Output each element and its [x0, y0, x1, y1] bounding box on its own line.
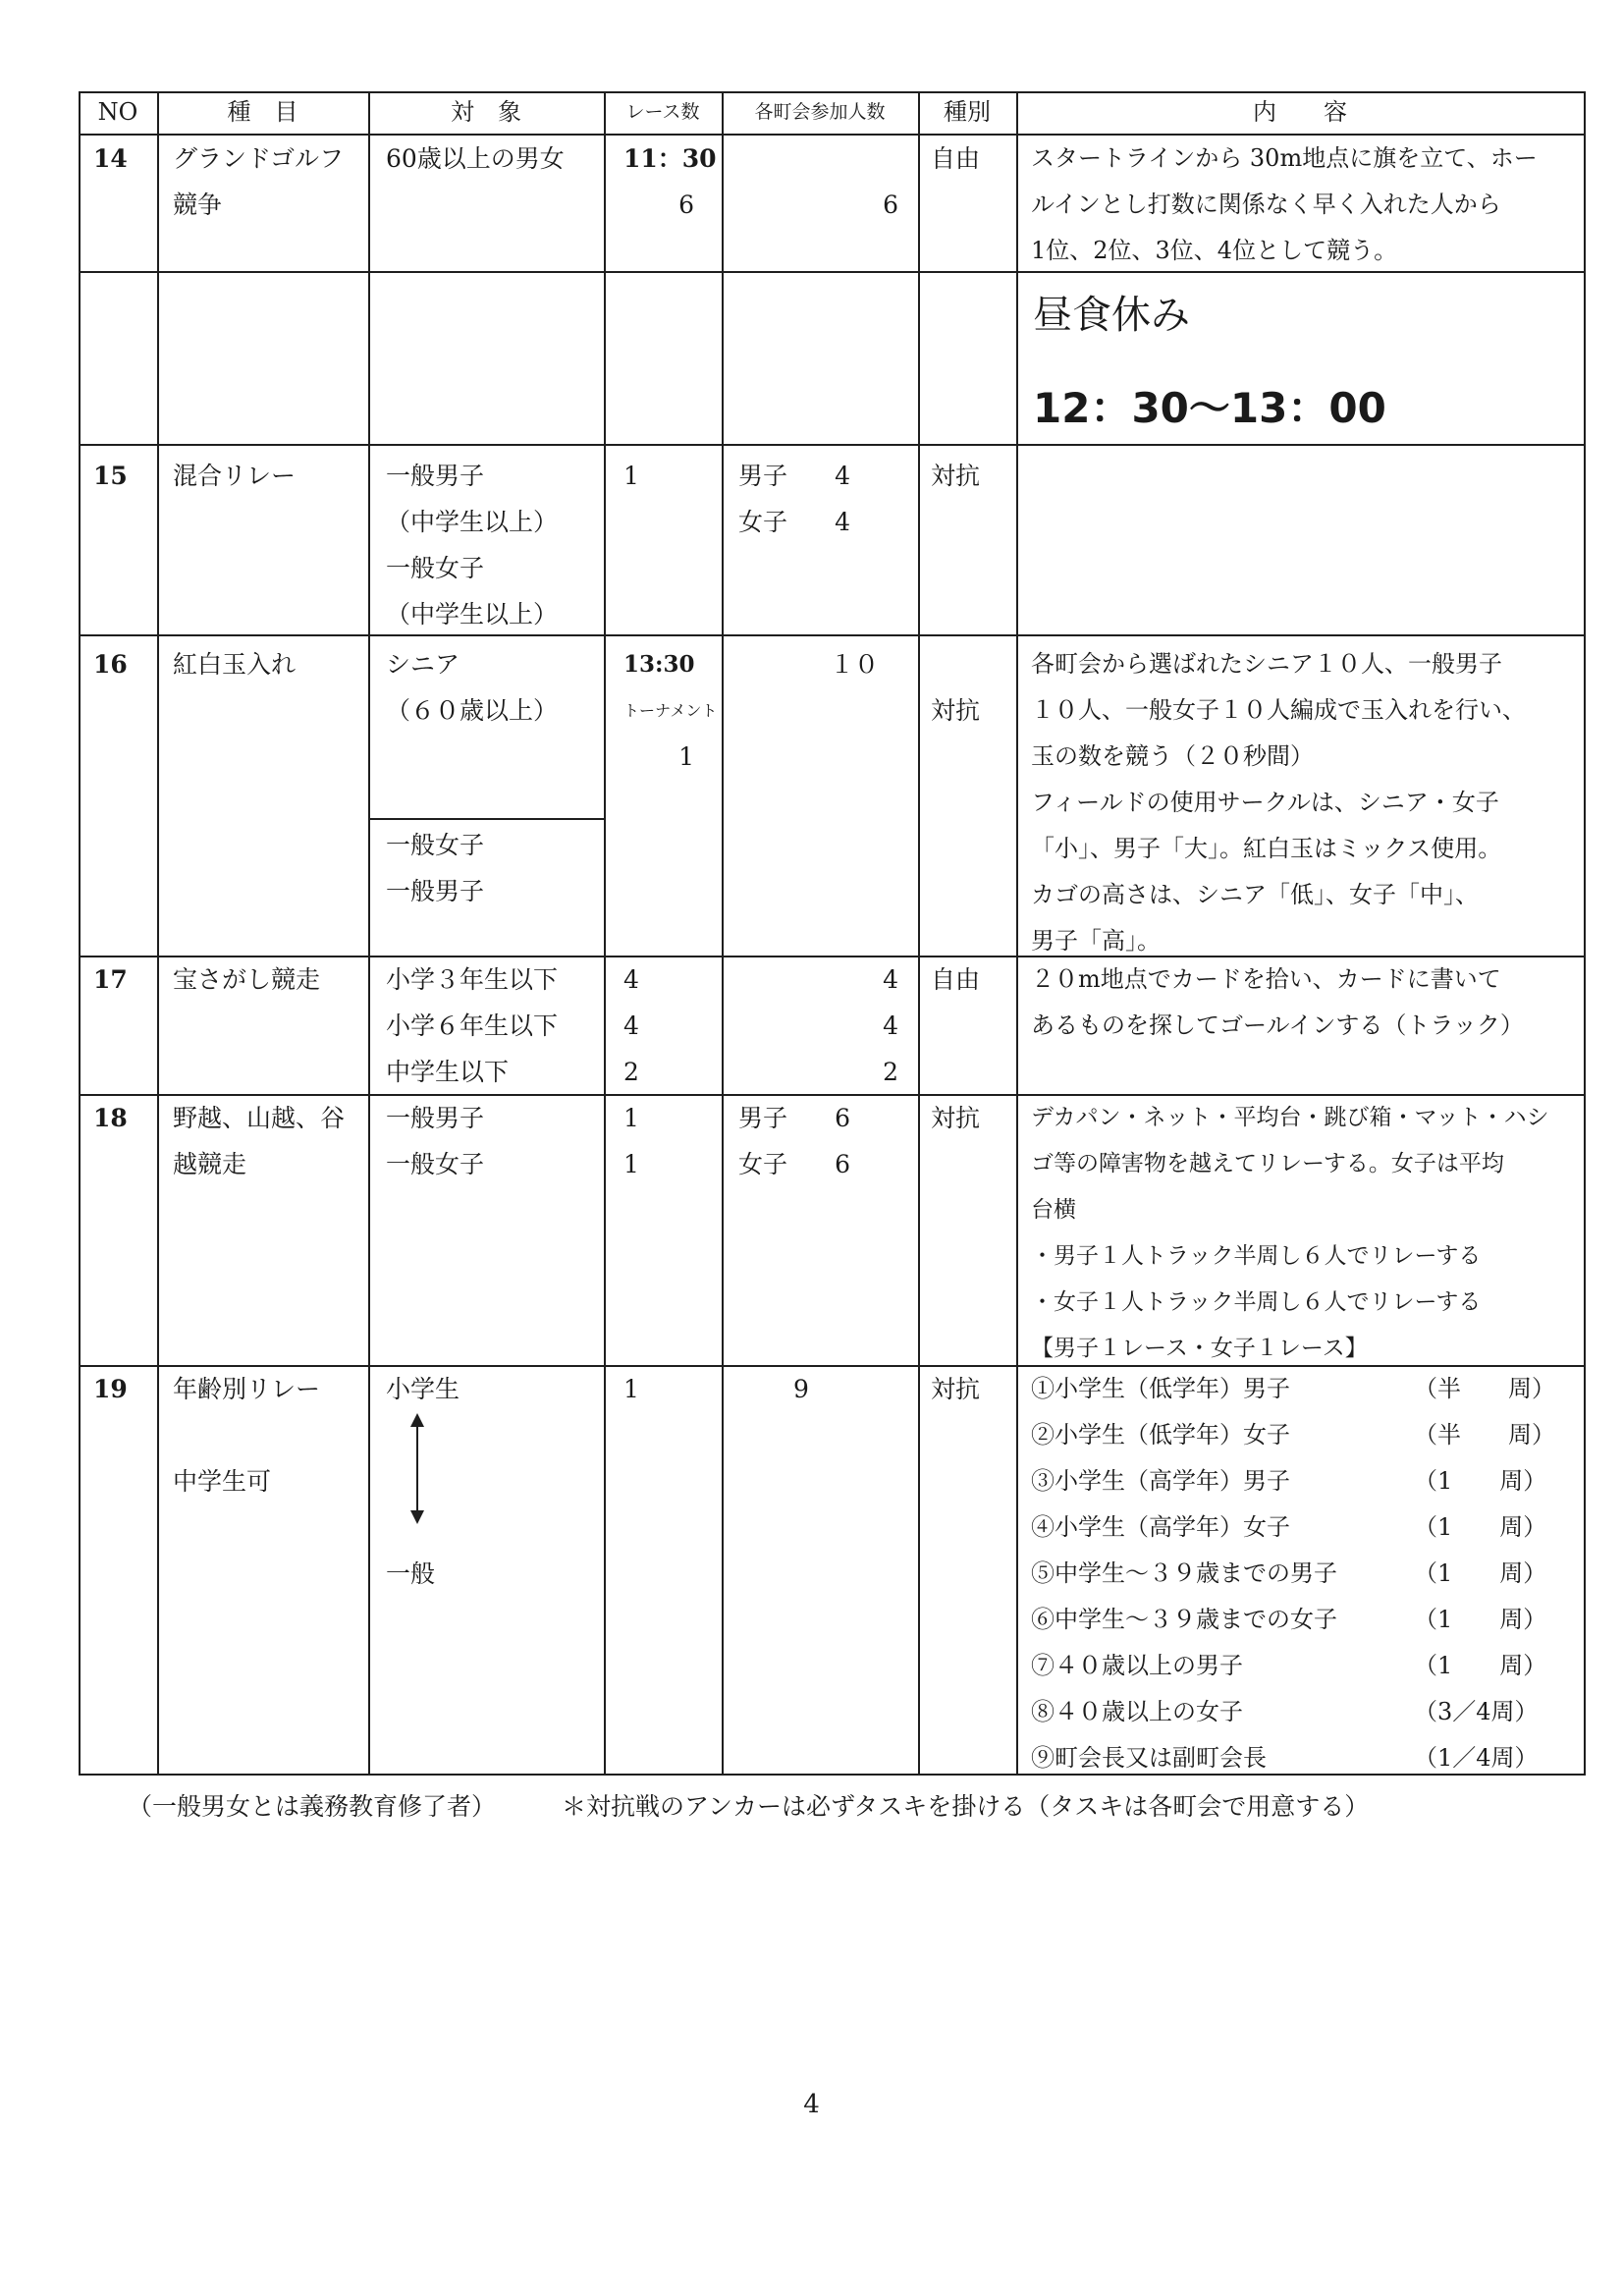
rule	[604, 91, 606, 1776]
row-19-races: 1	[623, 1375, 639, 1403]
row-14-time: 11：30	[623, 144, 717, 173]
schedule-table	[79, 91, 1586, 1776]
rule	[1016, 91, 1018, 1776]
lunch-time: 12：30〜13：00	[1033, 384, 1386, 432]
row-16-time: 13:30	[623, 651, 695, 678]
row-16-event: 紅白玉入れ	[173, 650, 297, 679]
row-18-content: デカパン・ネット・平均台・跳び箱・マット・ハシ ゴ等の障害物を越えてリレーする。女子は平均 台横 ・男子１人トラック半周し６人でリレーする ・女子１人トラック半周し６人でリレーする 【男子１レース・女子１レース】	[1031, 1105, 1549, 1361]
footnote-general: （一般男女とは義務教育修了者）	[128, 1792, 497, 1821]
rule	[1584, 91, 1586, 1776]
row-14-races: 6	[678, 191, 694, 219]
row-16-format: トーナメント	[623, 701, 718, 720]
header-content: 内 容	[1253, 98, 1347, 126]
rule	[157, 91, 159, 1776]
row-14-target: 60歳以上の男女	[386, 144, 565, 173]
row-17-content: ２０m地点でカードを拾い、カードに書いて あるものを探してゴールインする（トラック）	[1031, 965, 1524, 1039]
page-number: 4	[803, 2090, 820, 2119]
row-17-event: 宝さがし競走	[173, 965, 321, 994]
row-16-content: 各町会から選ばれたシニア１０人、一般男子 １０人、一般女子１０人編成で玉入れを行い、 玉の数を競う（２０秒間） フィールドの使用サークルは、シニア・女子 「小」、男子「大」。紅白玉はミックス使用。 カゴの高さは、シニア「低」、女子「中」、 男子「高」。	[1031, 650, 1526, 955]
row-18-races: 1 1	[623, 1104, 639, 1178]
rule	[368, 91, 370, 1776]
row-16-no: 16	[93, 650, 128, 679]
rule	[722, 91, 724, 1776]
row-15-kind: 対抗	[931, 462, 981, 490]
rule	[79, 444, 1586, 446]
row-18-event: 野越、山越、谷 越競走	[173, 1104, 346, 1178]
header-races: レース数	[625, 101, 700, 123]
row-18-kind: 対抗	[931, 1104, 981, 1132]
rule	[79, 91, 81, 1776]
row-15-target: 一般男子 （中学生以上） 一般女子 （中学生以上）	[386, 462, 559, 629]
row-19-no: 19	[93, 1375, 128, 1403]
row-19-kind: 対抗	[931, 1375, 981, 1403]
row-17-target: 小学３年生以下 小学６年生以下 中学生以下	[386, 965, 559, 1086]
header-kind: 種別	[944, 98, 991, 126]
row-14-content: スタートラインから 30m地点に旗を立て、ホー ルインとし打数に関係なく早く入れた人から 1位、2位、3位、4位として競う。	[1031, 144, 1538, 264]
row-18-no: 18	[93, 1104, 128, 1132]
row-19-participants: 9	[793, 1375, 809, 1403]
row-17-kind: 自由	[931, 965, 981, 994]
row-16-races: 1	[678, 742, 694, 771]
row-19-target-top: 小学生	[386, 1375, 460, 1403]
row-19-event: 年齢別リレー	[173, 1375, 321, 1403]
row-15-no: 15	[93, 462, 128, 490]
row-17-no: 17	[93, 965, 128, 994]
row-15-participants: 男子 4 女子 4	[738, 462, 851, 536]
row-15-races: 1	[623, 462, 639, 490]
row-14-event: グランドゴルフ 競争	[173, 144, 345, 219]
row-15-event: 混合リレー	[173, 462, 297, 490]
row-19-target-bottom: 一般	[386, 1559, 436, 1588]
row-18-target: 一般男子 一般女子	[386, 1104, 485, 1178]
header-event: 種 目	[227, 98, 298, 126]
footnote-anchor: ＊対抗戦のアンカーは必ずタスキを掛ける（タスキは各町会で用意する）	[562, 1792, 1370, 1821]
row-16-kind: 対抗	[931, 696, 981, 725]
lunch-title: 昼食休み	[1033, 293, 1190, 338]
row-19-content: ①小学生（低学年）男子 （半 周） ②小学生（低学年）女子 （半 周） ③小学生（高学年）男子 （1 周） ④小学生（高学年）女子 （1 周） ⑤中学生〜３９歳までの男子 （1 周） ⑥中学生〜３９歳までの女子 （1 周） ⑦４０歳以上の男子 （1 周） ⑧４０歳以上の女子 （3／4周） ⑨町会長又は副町会長 （1／4周）	[1031, 1375, 1555, 1772]
row-16-target-senior: シニア （６０歳以上）	[386, 650, 559, 725]
row-14-kind: 自由	[931, 144, 981, 173]
row-19-event-note: 中学生可	[173, 1467, 272, 1496]
rule	[79, 634, 1586, 636]
row-16-participants: １０	[830, 650, 880, 679]
header-target: 対 象	[451, 98, 521, 126]
row-17-participants: 4 4 2	[883, 965, 898, 1086]
double-arrow-icon	[406, 1412, 429, 1525]
rule	[368, 818, 604, 820]
row-14-no: 14	[93, 144, 128, 173]
header-no: NO	[97, 98, 138, 126]
row-14-participants: 6	[883, 191, 898, 219]
rule	[918, 91, 920, 1776]
row-18-participants: 男子 6 女子 6	[738, 1104, 851, 1178]
row-16-target-general: 一般女子 一般男子	[386, 831, 485, 905]
row-17-races: 4 4 2	[623, 965, 639, 1086]
header-participants: 各町会参加人数	[754, 101, 886, 123]
